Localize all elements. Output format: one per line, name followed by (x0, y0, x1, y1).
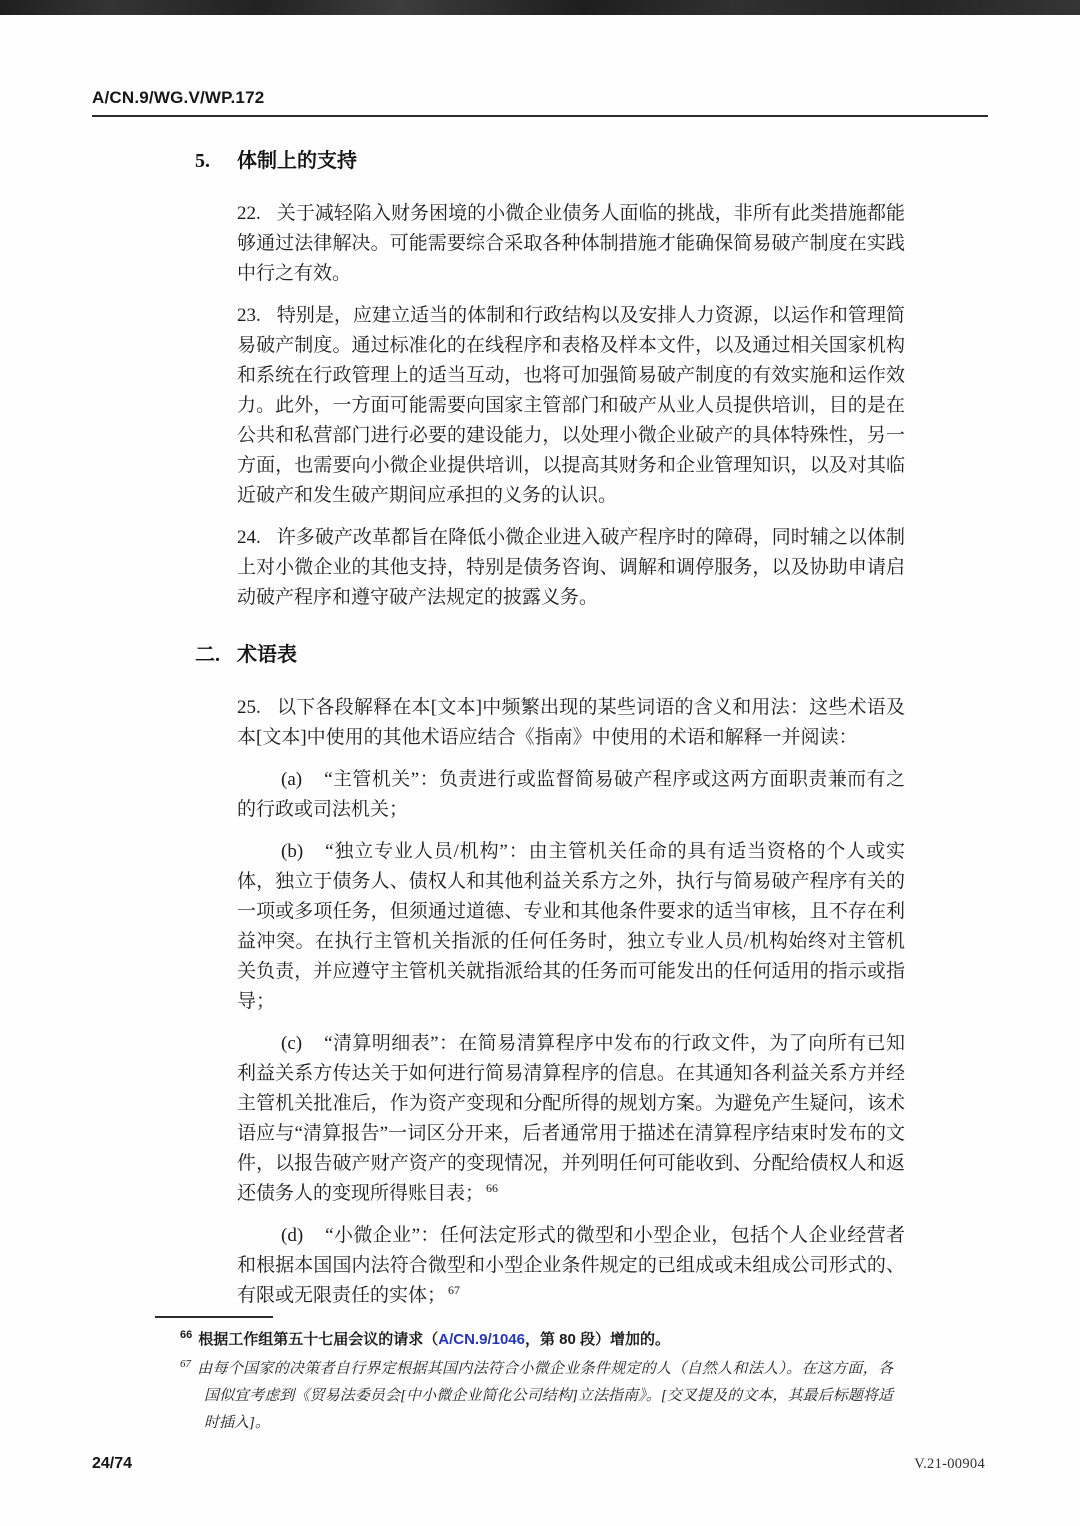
paragraph-25 (237, 693, 905, 753)
footnote-66 (180, 1326, 893, 1353)
paragraph-24-number: 24. (237, 527, 261, 548)
glossary-item-b (237, 837, 905, 1017)
glossary-item-c-label: (c) (281, 1033, 303, 1054)
footnote-67-marker: 67 (448, 1282, 461, 1297)
paragraph-22-number: 22. (237, 203, 261, 224)
glossary-item-c (237, 1029, 905, 1209)
paragraph-24-text: 许多破产改革都旨在降低小微企业进入破产程序时的障碍，同时辅之以体制上对小微企业的其他支持，特别是债务咨询、调解和调停服务，以及协助申请启动破产程序和遵守破产法规定的披露义务。 (237, 527, 905, 608)
glossary-item-c-text: “清算明细表”：在简易清算程序中发布的行政文件，为了向所有已知利益关系方传达关于如何进行简易清算程序的信息。在其通知各利益关系方并经主管机关批准后，作为资产变现和分配所得的规划方案。为避免产生疑问，该术语应与“清算报告”一词区分开来，后者通常用于描述在清算程序结束时发布的文件，以报告破产财产资产的变现情况，并列明任何可能收到、分配给债权人和返还债务人的变现所得账目表； (237, 1033, 905, 1204)
document-header (92, 88, 988, 117)
section-2-heading (195, 641, 905, 669)
footnote-separator (155, 1316, 273, 1318)
paragraph-25-number: 25. (237, 697, 261, 718)
footnote-66-number: 66 (180, 1329, 193, 1341)
page-footer (92, 1455, 985, 1473)
footnote-67-text: 由每个国家的决策者自行界定根据其国内法符合小微企业条件规定的人（自然人和法人）。在这方面，各国似宜考虑到《贸易法委员会[中小微企业简化公司结构]立法指南》。[交叉提及的文本，其最后标题将适时插入]。 (197, 1361, 893, 1431)
section-5-number: 5. (195, 150, 210, 172)
paragraph-23 (237, 301, 905, 511)
glossary-item-a-label: (a) (281, 769, 303, 790)
footnote-66-text-pre: 根据工作组第五十七届会议的请求（ (198, 1331, 439, 1348)
glossary-item-d-text: “小微企业”：任何法定形式的微型和小型企业，包括个人企业经营者和根据本国国内法符合微型和小型企业条件规定的已组成或未组成公司形式的、有限或无限责任的实体； (237, 1225, 905, 1306)
footnote-66-link[interactable]: A/CN.9/1046 (438, 1331, 525, 1348)
page-number: 24/74 (92, 1455, 133, 1472)
glossary-item-d (237, 1221, 905, 1311)
glossary-item-d-label: (d) (281, 1225, 304, 1246)
footnote-66-text-post: ，第 80 段）增加的。 (524, 1331, 671, 1348)
section-2-number: 二. (195, 644, 220, 666)
scan-artifact-bar (0, 0, 1080, 15)
glossary-item-a-text: “主管机关”：负责进行或监督简易破产程序或这两方面职责兼而有之的行政或司法机关； (237, 769, 905, 820)
paragraph-23-number: 23. (237, 305, 261, 326)
paragraph-22-text: 关于减轻陷入财务困境的小微企业债务人面临的挑战，非所有此类措施都能够通过法律解决。可能需要综合采取各种体制措施才能确保简易破产制度在实践中行之有效。 (237, 203, 905, 284)
document-id: V.21-00904 (914, 1456, 985, 1472)
section-5-heading (195, 147, 905, 175)
document-body (195, 147, 905, 1311)
paragraph-22 (237, 199, 905, 289)
section-5-title: 体制上的支持 (237, 150, 357, 172)
footnote-67 (180, 1356, 893, 1437)
header-rule (92, 115, 988, 117)
footnote-area (180, 1316, 893, 1437)
footnote-67-number: 67 (180, 1358, 191, 1370)
glossary-item-a (237, 765, 905, 825)
paragraph-25-text: 以下各段解释在本[文本]中频繁出现的某些词语的含义和用法：这些术语及本[文本]中使用的其他术语应结合《指南》中使用的术语和解释一并阅读： (237, 697, 905, 748)
section-2-title: 术语表 (237, 644, 297, 666)
document-symbol: A/CN.9/WG.V/WP.172 (92, 88, 265, 107)
paragraph-24 (237, 523, 905, 613)
footnote-66-marker: 66 (486, 1180, 499, 1195)
glossary-item-b-text: “独立专业人员/机构”：由主管机关任命的具有适当资格的个人或实体，独立于债务人、债权人和其他利益关系方之外，执行与简易破产程序有关的一项或多项任务，但须通过道德、专业和其他条件要求的适当审核，且不存在利益冲突。在执行主管机关指派的任何任务时，独立专业人员/机构始终对主管机关负责，并应遵守主管机关就指派给其的任务而可能发出的任何适用的指示或指导； (237, 841, 905, 1012)
glossary-item-b-label: (b) (281, 841, 304, 862)
paragraph-23-text: 特别是，应建立适当的体制和行政结构以及安排人力资源，以运作和管理简易破产制度。通过标准化的在线程序和表格及样本文件，以及通过相关国家机构和系统在行政管理上的适当互动，也将可加强简易破产制度的有效实施和运作效力。此外，一方面可能需要向国家主管部门和破产从业人员提供培训，目的是在公共和私营部门进行必要的建设能力，以处理小微企业破产的具体特殊性，另一方面，也需要向小微企业提供培训，以提高其财务和企业管理知识，以及对其临近破产和发生破产期间应承担的义务的认识。 (237, 305, 905, 506)
